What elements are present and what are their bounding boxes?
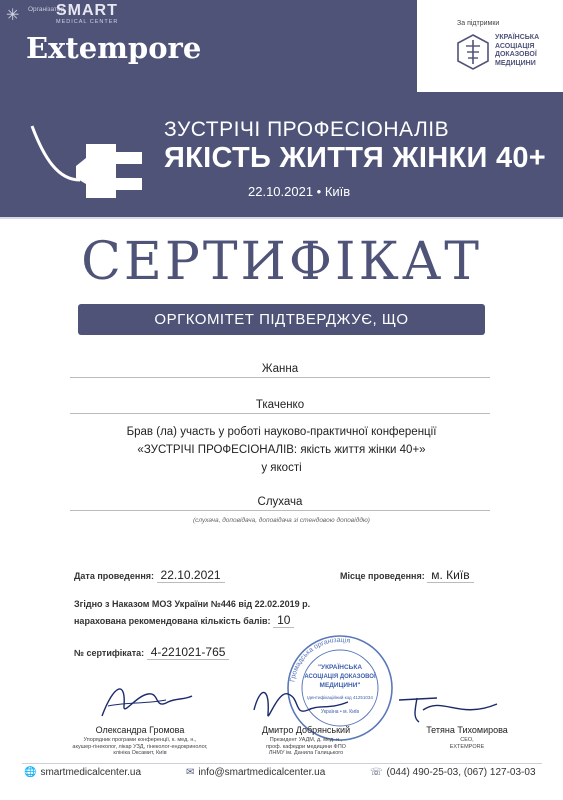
smart-subtitle: MEDICAL CENTER <box>56 19 119 25</box>
support-block <box>417 0 563 92</box>
footer-phones[interactable]: ☏ (044) 490-25-03, (067) 127-03-03 <box>370 767 536 778</box>
extempore-logo: Extempore <box>26 31 202 65</box>
banner-divider <box>0 217 563 219</box>
place-row <box>340 568 474 583</box>
signature-gromova <box>96 676 196 722</box>
event-title-line1: ЗУСТРІЧІ ПРОФЕСІОНАЛІВ <box>164 118 450 141</box>
stamp-line1: "УКРАЇНСЬКА <box>317 664 363 671</box>
participation-line1: Брав (ла) участь у роботі науково-практичної конференції <box>126 426 437 438</box>
stamp-line2: АСОЦІАЦІЯ ДОКАЗОВОЇ <box>304 674 376 680</box>
footer-divider <box>22 763 542 764</box>
signer-role-1: Упорядник програми конференції, к. мед. н., акушер-гінеколог, лікар УЗД, гінеколог-ендокринолог, клініка Оксамит, Київ <box>72 737 208 756</box>
plug-icon <box>30 118 160 208</box>
mail-icon: ✉ <box>186 767 195 778</box>
star-logo-icon: ✳ <box>6 7 20 24</box>
place-value: м. Київ <box>427 568 473 583</box>
place-label: Місце проведення: <box>340 571 425 581</box>
footer-email[interactable]: ✉ info@smartmedicalcenter.ua <box>186 767 326 778</box>
smart-brand: SMART <box>56 2 118 19</box>
order-line1: Згідно з Наказом МОЗ України №446 від 22.02.2019 р. <box>74 599 311 609</box>
points-value: 10 <box>273 613 294 628</box>
signer-role-3: CEO, EXTEMPORE <box>449 737 485 750</box>
association-name: УКРАЇНСЬКА АСОЦІАЦІЯ ДОКАЗОВОЇ МЕДИЦИНИ <box>495 34 540 67</box>
globe-icon: 🌐 <box>24 767 37 778</box>
signer-name-3: Тетяна Тихомирова <box>426 725 508 735</box>
certificate-title: СЕРТИФІКАТ <box>81 232 482 292</box>
stamp-code: Ідентифікаційний код 41251034 <box>307 695 373 700</box>
participation-line2: «ЗУСТРІЧІ ПРОФЕСІОНАЛІВ: якість життя жінки 40+» <box>137 444 426 456</box>
event-date-place: 22.10.2021 • Київ <box>248 184 351 199</box>
date-value: 22.10.2021 <box>157 568 225 583</box>
signer-role-2: Президент УАДМ, д. мед. н., проф. кафедри медицини ФПО ЛНМУ ім. Данила Галицького <box>266 737 346 756</box>
last-name-field: Ткаченко <box>70 397 490 414</box>
signature-dobryanskyi <box>248 680 358 726</box>
signature-tykhomyrova <box>393 686 503 726</box>
support-label: За підтримки <box>457 20 500 27</box>
points-row <box>74 613 294 628</box>
cert-number-value: 4-221021-765 <box>147 645 230 660</box>
association-logo-icon <box>457 34 489 70</box>
stamp-city: Україна • м. Київ <box>320 709 360 715</box>
confirm-bar: ОРГКОМІТЕТ ПІДТВЕРДЖУЄ, ЩО <box>78 304 485 335</box>
header-banner <box>0 0 563 217</box>
footer-website[interactable]: 🌐 smartmedicalcenter.ua <box>24 767 142 778</box>
phone-icon: ☏ <box>370 767 383 778</box>
first-name-field: Жанна <box>70 361 490 378</box>
participation-line3: у якості <box>261 462 302 474</box>
role-hint: (слухача, доповідача, доповідача зі стендовою доповіддю) <box>193 517 370 524</box>
points-label: нарахована рекомендована кількість балів: <box>74 616 271 626</box>
stamp-line3: МЕДИЦИНИ" <box>319 682 361 689</box>
signer-name-2: Дмитро Добрянський <box>261 725 351 735</box>
role-field: Слухача <box>70 494 490 511</box>
cert-number-label: № сертифіката: <box>74 648 145 658</box>
stamp-outer-text: Громадська організація <box>289 636 351 683</box>
event-title-line2: ЯКІСТЬ ЖИТТЯ ЖІНКИ 40+ <box>164 142 547 174</box>
date-row <box>74 568 225 583</box>
cert-number-row <box>74 645 229 660</box>
signer-name-1: Олександра Громова <box>95 725 185 735</box>
organizer-label: Організатор <box>28 6 65 13</box>
date-label: Дата проведення: <box>74 571 155 581</box>
